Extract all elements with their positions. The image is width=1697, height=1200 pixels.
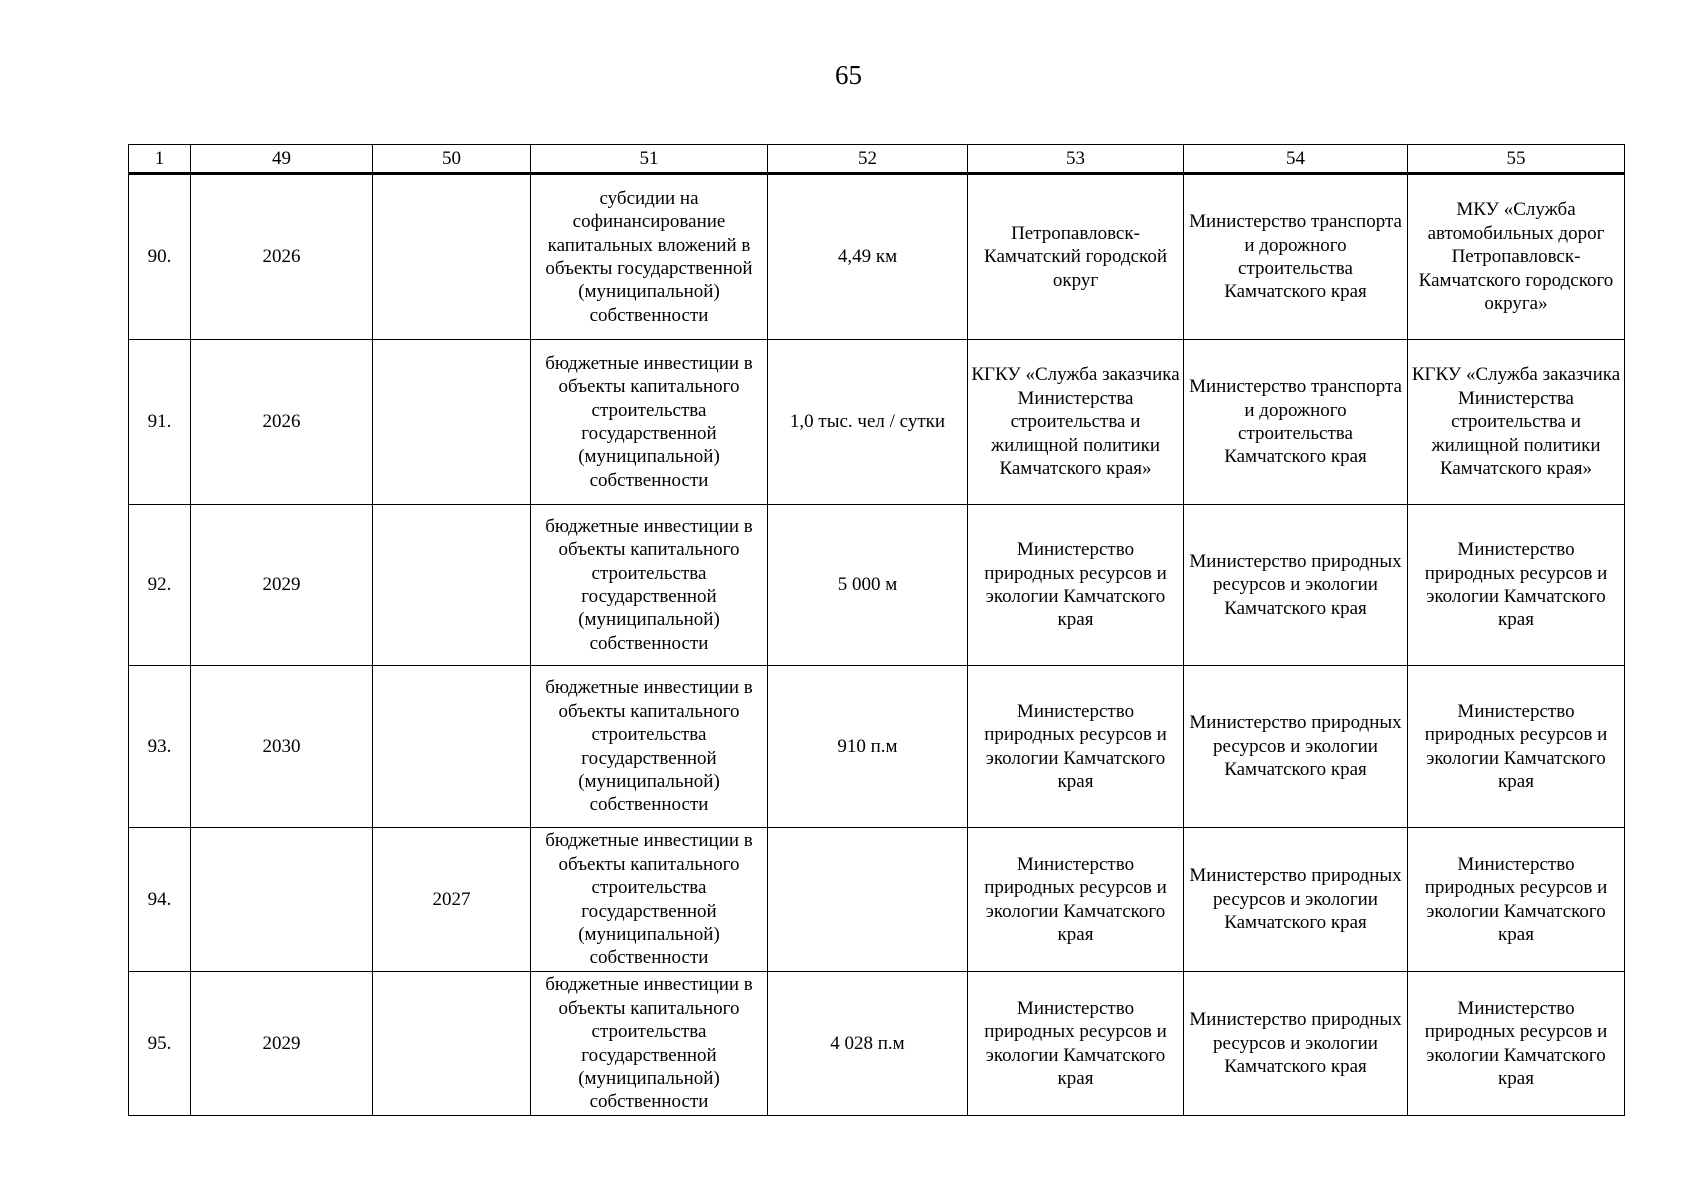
cell-col-53: Министерство природных ресурсов и экологии Камчатского края bbox=[968, 828, 1184, 972]
cell-col-53: КГКУ «Служба заказчика Министерства строительства и жилищной политики Камчатского края» bbox=[968, 340, 1184, 505]
row-number: 95. bbox=[129, 972, 191, 1116]
cell-col-49: 2029 bbox=[191, 505, 373, 666]
cell-col-52: 1,0 тыс. чел / сутки bbox=[768, 340, 968, 505]
page-number: 65 bbox=[835, 60, 862, 90]
cell-col-50 bbox=[373, 666, 531, 828]
column-header: 49 bbox=[191, 145, 373, 174]
row-number: 92. bbox=[129, 505, 191, 666]
column-header: 55 bbox=[1408, 145, 1625, 174]
cell-col-49 bbox=[191, 828, 373, 972]
cell-col-52 bbox=[768, 828, 968, 972]
cell-col-53: Министерство природных ресурсов и экологии Камчатского края bbox=[968, 505, 1184, 666]
cell-col-54: Министерство природных ресурсов и экологии Камчатского края bbox=[1184, 666, 1408, 828]
cell-col-49: 2026 bbox=[191, 340, 373, 505]
column-header: 50 bbox=[373, 145, 531, 174]
cell-col-52: 4 028 п.м bbox=[768, 972, 968, 1116]
cell-col-54: Министерство природных ресурсов и экологии Камчатского края bbox=[1184, 972, 1408, 1116]
cell-col-51: бюджетные инвестиции в объекты капитального строительства государственной (муниципальной) собственности bbox=[531, 666, 768, 828]
cell-col-52: 5 000 м bbox=[768, 505, 968, 666]
cell-col-49: 2030 bbox=[191, 666, 373, 828]
cell-col-51: бюджетные инвестиции в объекты капитального строительства государственной (муниципальной) собственности bbox=[531, 340, 768, 505]
cell-col-53: Министерство природных ресурсов и экологии Камчатского края bbox=[968, 666, 1184, 828]
cell-col-50 bbox=[373, 340, 531, 505]
cell-col-52: 910 п.м bbox=[768, 666, 968, 828]
cell-col-50 bbox=[373, 972, 531, 1116]
cell-col-49: 2029 bbox=[191, 972, 373, 1116]
row-number: 91. bbox=[129, 340, 191, 505]
cell-col-54: Министерство транспорта и дорожного строительства Камчатского края bbox=[1184, 340, 1408, 505]
row-number: 93. bbox=[129, 666, 191, 828]
cell-col-55: Министерство природных ресурсов и экологии Камчатского края bbox=[1408, 828, 1625, 972]
cell-col-53: Министерство природных ресурсов и экологии Камчатского края bbox=[968, 972, 1184, 1116]
column-header: 53 bbox=[968, 145, 1184, 174]
column-header: 54 bbox=[1184, 145, 1408, 174]
row-number: 94. bbox=[129, 828, 191, 972]
cell-col-55: Министерство природных ресурсов и экологии Камчатского края bbox=[1408, 972, 1625, 1116]
cell-col-55: КГКУ «Служба заказчика Министерства строительства и жилищной политики Камчатского края» bbox=[1408, 340, 1625, 505]
cell-col-51: бюджетные инвестиции в объекты капитального строительства государственной (муниципальной) собственности bbox=[531, 972, 768, 1116]
cell-col-50 bbox=[373, 505, 531, 666]
cell-col-54: Министерство транспорта и дорожного строительства Камчатского края bbox=[1184, 174, 1408, 340]
column-header: 1 bbox=[129, 145, 191, 174]
cell-col-55: МКУ «Служба автомобильных дорог Петропавловск-Камчатского городского округа» bbox=[1408, 174, 1625, 340]
cell-col-51: бюджетные инвестиции в объекты капитального строительства государственной (муниципальной) собственности bbox=[531, 505, 768, 666]
cell-col-52: 4,49 км bbox=[768, 174, 968, 340]
column-header: 51 bbox=[531, 145, 768, 174]
data-table bbox=[128, 144, 1625, 1116]
cell-col-54: Министерство природных ресурсов и экологии Камчатского края bbox=[1184, 828, 1408, 972]
cell-col-49: 2026 bbox=[191, 174, 373, 340]
table-row bbox=[129, 505, 1625, 666]
table-row bbox=[129, 340, 1625, 505]
cell-col-54: Министерство природных ресурсов и экологии Камчатского края bbox=[1184, 505, 1408, 666]
cell-col-53: Петропавловск-Камчатский городской округ bbox=[968, 174, 1184, 340]
cell-col-50: 2027 bbox=[373, 828, 531, 972]
header-row bbox=[129, 145, 1625, 174]
table-row bbox=[129, 174, 1625, 340]
table-row bbox=[129, 666, 1625, 828]
cell-col-50 bbox=[373, 174, 531, 340]
row-number: 90. bbox=[129, 174, 191, 340]
table-row bbox=[129, 828, 1625, 972]
cell-col-55: Министерство природных ресурсов и экологии Камчатского края bbox=[1408, 666, 1625, 828]
cell-col-51: бюджетные инвестиции в объекты капитального строительства государственной (муниципальной) собственности bbox=[531, 828, 768, 972]
column-header: 52 bbox=[768, 145, 968, 174]
cell-col-55: Министерство природных ресурсов и экологии Камчатского края bbox=[1408, 505, 1625, 666]
cell-col-51: субсидии на софинансирование капитальных вложений в объекты государственной (муниципальной) собственности bbox=[531, 174, 768, 340]
table-row bbox=[129, 972, 1625, 1116]
